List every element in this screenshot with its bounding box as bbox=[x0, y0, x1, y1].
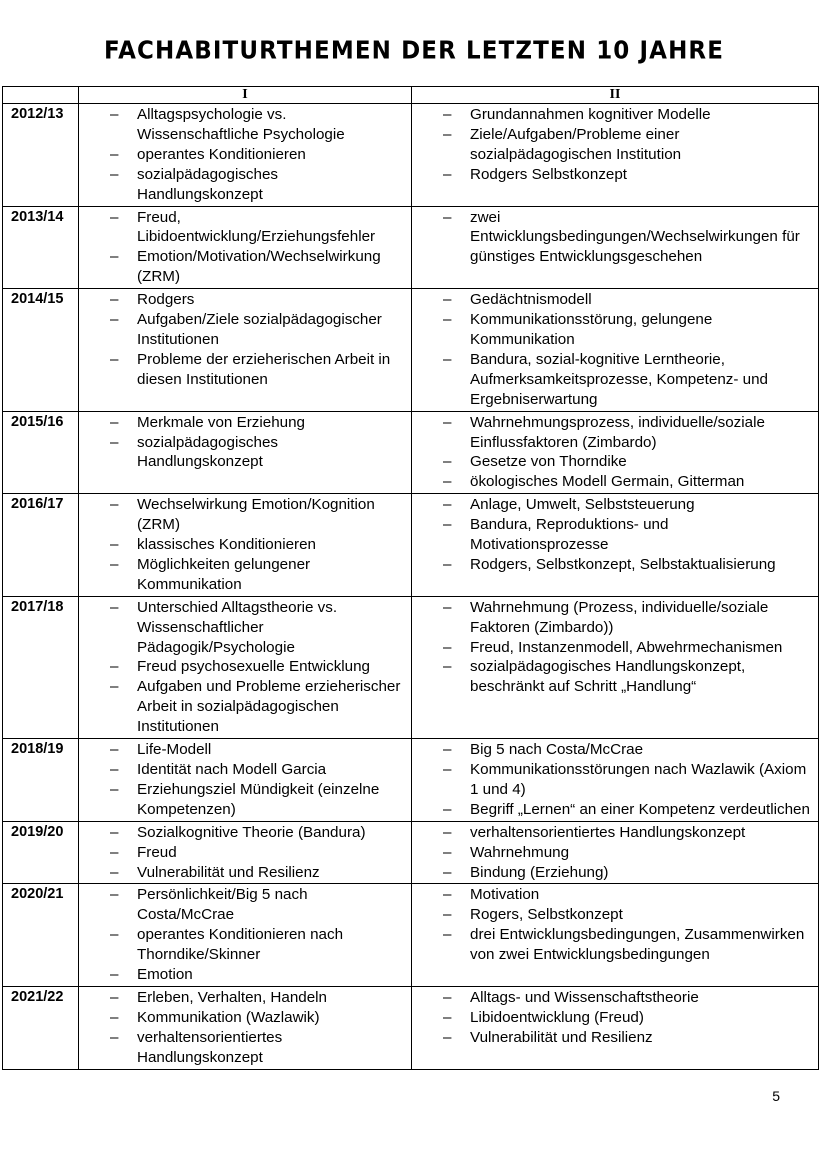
dash-bullet-icon: – bbox=[110, 598, 119, 616]
topic-text: Life-Modell bbox=[137, 741, 212, 759]
topic-text: Wahrnehmungsprozess, individuelle/soziale Einflussfaktoren (Zimbardo) bbox=[470, 413, 765, 451]
dash-bullet-icon: – bbox=[443, 843, 452, 861]
dash-bullet-icon: – bbox=[110, 926, 119, 944]
dash-bullet-icon: – bbox=[443, 598, 452, 616]
topics-cell-i bbox=[79, 821, 412, 884]
table-row bbox=[3, 739, 819, 822]
topics-cell-ii bbox=[412, 411, 819, 494]
topic-list bbox=[413, 495, 817, 575]
topics-cell-i bbox=[79, 596, 412, 738]
dash-bullet-icon: – bbox=[443, 453, 452, 471]
list-item bbox=[413, 638, 817, 658]
topic-text: Rodgers Selbstkonzept bbox=[470, 165, 628, 183]
column-header-year bbox=[3, 87, 79, 104]
dash-bullet-icon: – bbox=[110, 886, 119, 904]
topics-cell-ii bbox=[412, 986, 819, 1069]
list-item bbox=[413, 760, 817, 800]
topic-text: Freud, Instanzenmodell, Abwehrmechanismen bbox=[470, 638, 783, 656]
topic-text: Wahrnehmung (Prozess, individuelle/soziale Faktoren (Zimbardo)) bbox=[470, 598, 769, 636]
dash-bullet-icon: – bbox=[110, 843, 119, 861]
list-item bbox=[413, 310, 817, 350]
year-cell: 2020/21 bbox=[3, 884, 79, 987]
topic-text: sozialpädagogisches Handlungskonzept bbox=[137, 165, 279, 203]
dash-bullet-icon: – bbox=[110, 536, 119, 554]
topic-text: Ziele/Aufgaben/Probleme einer sozialpädagogischen Institution bbox=[470, 125, 682, 163]
list-item bbox=[413, 905, 817, 925]
table-row bbox=[3, 411, 819, 494]
year-cell: 2021/22 bbox=[3, 986, 79, 1069]
topic-list bbox=[413, 885, 817, 965]
dash-bullet-icon: – bbox=[110, 350, 119, 368]
dash-bullet-icon: – bbox=[110, 248, 119, 266]
list-item bbox=[413, 1028, 817, 1048]
year-cell: 2014/15 bbox=[3, 289, 79, 411]
table-row bbox=[3, 884, 819, 987]
topic-list bbox=[80, 495, 410, 595]
topic-list bbox=[80, 988, 410, 1068]
topic-text: Gedächtnismodell bbox=[470, 291, 592, 309]
dash-bullet-icon: – bbox=[443, 906, 452, 924]
topic-list bbox=[80, 105, 410, 205]
list-item bbox=[80, 823, 410, 843]
dash-bullet-icon: – bbox=[443, 350, 452, 368]
list-item bbox=[80, 843, 410, 863]
list-item bbox=[80, 105, 410, 145]
dash-bullet-icon: – bbox=[443, 496, 452, 514]
list-item bbox=[80, 433, 410, 473]
topic-text: Rodgers bbox=[137, 291, 195, 309]
dash-bullet-icon: – bbox=[110, 208, 119, 226]
topic-text: operantes Konditionieren bbox=[137, 145, 306, 163]
topic-text: Vulnerabilität und Resilienz bbox=[470, 1028, 653, 1046]
dash-bullet-icon: – bbox=[110, 106, 119, 123]
list-item bbox=[80, 535, 410, 555]
dash-bullet-icon: – bbox=[443, 741, 452, 759]
topics-cell-i bbox=[79, 739, 412, 822]
topic-text: Bandura, Reproduktions- und Motivationsprozesse bbox=[470, 516, 669, 554]
list-item bbox=[80, 145, 410, 165]
dash-bullet-icon: – bbox=[110, 555, 119, 573]
topic-list bbox=[80, 290, 410, 390]
topic-text: Alltags- und Wissenschaftstheorie bbox=[470, 988, 699, 1006]
dash-bullet-icon: – bbox=[443, 125, 452, 143]
table-row bbox=[3, 986, 819, 1069]
year-cell: 2018/19 bbox=[3, 739, 79, 822]
list-item bbox=[413, 290, 817, 310]
dash-bullet-icon: – bbox=[443, 863, 452, 881]
list-item bbox=[80, 885, 410, 925]
dash-bullet-icon: – bbox=[110, 311, 119, 329]
topic-list bbox=[413, 413, 817, 493]
topic-list bbox=[80, 598, 410, 737]
list-item bbox=[80, 1008, 410, 1028]
page-number: 5 bbox=[772, 1088, 780, 1104]
dash-bullet-icon: – bbox=[110, 780, 119, 798]
dash-bullet-icon: – bbox=[110, 988, 119, 1006]
topic-text: Freud psychosexuelle Entwicklung bbox=[137, 658, 370, 676]
topic-text: Bandura, sozial-kognitive Lerntheorie, Aufmerksamkeitsprozesse, Kompetenz- und Ergebniserwartung bbox=[470, 350, 768, 408]
dash-bullet-icon: – bbox=[110, 966, 119, 984]
topic-list bbox=[413, 290, 817, 409]
dash-bullet-icon: – bbox=[110, 823, 119, 841]
list-item bbox=[413, 165, 817, 185]
list-item bbox=[80, 310, 410, 350]
list-item bbox=[80, 760, 410, 780]
list-item bbox=[80, 965, 410, 985]
topic-text: Motivation bbox=[470, 886, 540, 904]
table-row bbox=[3, 494, 819, 597]
year-cell: 2012/13 bbox=[3, 104, 79, 207]
topic-text: Bindung (Erziehung) bbox=[470, 863, 609, 881]
dash-bullet-icon: – bbox=[443, 886, 452, 904]
dash-bullet-icon: – bbox=[110, 145, 119, 163]
list-item bbox=[413, 208, 817, 268]
topic-text: Probleme der erzieherischen Arbeit in diesen Institutionen bbox=[137, 350, 391, 388]
topics-cell-i bbox=[79, 884, 412, 987]
list-item bbox=[413, 472, 817, 492]
dash-bullet-icon: – bbox=[443, 516, 452, 534]
year-cell: 2016/17 bbox=[3, 494, 79, 597]
topic-text: Libidoentwicklung (Freud) bbox=[470, 1008, 644, 1026]
topics-cell-ii bbox=[412, 884, 819, 987]
topic-text: Persönlichkeit/Big 5 nach Costa/McCrae bbox=[137, 886, 308, 924]
topics-table bbox=[2, 86, 819, 1070]
dash-bullet-icon: – bbox=[110, 165, 119, 183]
topics-cell-i bbox=[79, 206, 412, 289]
topics-cell-ii bbox=[412, 289, 819, 411]
column-header-ii: II bbox=[412, 87, 819, 104]
dash-bullet-icon: – bbox=[443, 1008, 452, 1026]
topic-text: Erziehungsziel Mündigkeit (einzelne Kompetenzen) bbox=[137, 780, 380, 818]
topic-text: Aufgaben und Probleme erzieherischer Arbeit in sozialpädagogischen Institutionen bbox=[137, 678, 401, 736]
table-row bbox=[3, 289, 819, 411]
topic-list bbox=[413, 988, 817, 1048]
topic-list bbox=[80, 208, 410, 288]
list-item bbox=[413, 350, 817, 410]
list-item bbox=[413, 598, 817, 638]
list-item bbox=[80, 350, 410, 390]
topic-text: Kommunikationsstörungen nach Wazlawik (Axiom 1 und 4) bbox=[470, 761, 807, 798]
dash-bullet-icon: – bbox=[443, 638, 452, 656]
list-item bbox=[80, 740, 410, 760]
list-item bbox=[80, 208, 410, 248]
topic-list bbox=[413, 208, 817, 268]
dash-bullet-icon: – bbox=[110, 863, 119, 881]
list-item bbox=[80, 495, 410, 535]
dash-bullet-icon: – bbox=[443, 106, 452, 123]
list-item bbox=[413, 843, 817, 863]
list-item bbox=[80, 1028, 410, 1068]
topic-text: verhaltensorientiertes Handlungskonzept bbox=[470, 823, 746, 841]
topic-text: klassisches Konditionieren bbox=[137, 536, 316, 554]
topic-text: sozialpädagogisches Handlungskonzept, beschränkt auf Schritt „Handlung“ bbox=[470, 658, 746, 696]
topic-text: Alltagspsychologie vs. Wissenschaftliche Psychologie bbox=[137, 106, 345, 143]
topics-cell-i bbox=[79, 411, 412, 494]
topic-list bbox=[80, 823, 410, 883]
topic-text: Grundannahmen kognitiver Modelle bbox=[470, 106, 711, 123]
topic-text: Freud, Libidoentwicklung/Erziehungsfehler bbox=[137, 208, 376, 246]
topic-text: Gesetze von Thorndike bbox=[470, 453, 627, 471]
list-item bbox=[80, 555, 410, 595]
topic-text: Sozialkognitive Theorie (Bandura) bbox=[137, 823, 366, 841]
topic-list bbox=[413, 105, 817, 185]
list-item bbox=[413, 105, 817, 125]
list-item bbox=[80, 925, 410, 965]
list-item bbox=[413, 1008, 817, 1028]
list-item bbox=[80, 247, 410, 287]
topic-list bbox=[413, 823, 817, 883]
table-row bbox=[3, 821, 819, 884]
list-item bbox=[413, 740, 817, 760]
dash-bullet-icon: – bbox=[110, 658, 119, 676]
list-item bbox=[413, 885, 817, 905]
list-item bbox=[413, 515, 817, 555]
topics-cell-ii bbox=[412, 596, 819, 738]
dash-bullet-icon: – bbox=[443, 555, 452, 573]
dash-bullet-icon: – bbox=[443, 311, 452, 329]
list-item bbox=[80, 780, 410, 820]
dash-bullet-icon: – bbox=[110, 413, 119, 431]
table-row bbox=[3, 596, 819, 738]
dash-bullet-icon: – bbox=[443, 800, 452, 818]
topic-text: Aufgaben/Ziele sozialpädagogischer Institutionen bbox=[137, 311, 382, 348]
list-item bbox=[413, 863, 817, 883]
topic-list bbox=[80, 740, 410, 820]
dash-bullet-icon: – bbox=[443, 291, 452, 309]
topic-text: Rodgers, Selbstkonzept, Selbstaktualisierung bbox=[470, 555, 776, 573]
topic-text: Unterschied Alltagstheorie vs. Wissenschaftlicher Pädagogik/Psychologie bbox=[137, 598, 338, 656]
list-item bbox=[80, 863, 410, 883]
topic-text: Rogers, Selbstkonzept bbox=[470, 906, 623, 924]
list-item bbox=[80, 413, 410, 433]
list-item bbox=[413, 925, 817, 965]
dash-bullet-icon: – bbox=[443, 926, 452, 944]
topic-text: verhaltensorientiertes Handlungskonzept bbox=[137, 1028, 283, 1066]
list-item bbox=[413, 413, 817, 453]
list-item bbox=[413, 823, 817, 843]
table-header-row bbox=[3, 87, 819, 104]
topic-text: Wahrnehmung bbox=[470, 843, 570, 861]
list-item bbox=[80, 677, 410, 737]
topic-text: Möglichkeiten gelungener Kommunikation bbox=[137, 555, 311, 593]
year-cell: 2013/14 bbox=[3, 206, 79, 289]
topic-text: Merkmale von Erziehung bbox=[137, 413, 305, 431]
dash-bullet-icon: – bbox=[443, 1028, 452, 1046]
dash-bullet-icon: – bbox=[443, 208, 452, 226]
topics-cell-ii bbox=[412, 104, 819, 207]
topic-text: Emotion bbox=[137, 966, 193, 984]
dash-bullet-icon: – bbox=[110, 291, 119, 309]
topic-text: Vulnerabilität und Resilienz bbox=[137, 863, 320, 881]
topic-text: operantes Konditionieren nach Thorndike/Skinner bbox=[137, 926, 344, 964]
table-row bbox=[3, 206, 819, 289]
dash-bullet-icon: – bbox=[110, 433, 119, 451]
topics-cell-i bbox=[79, 986, 412, 1069]
list-item bbox=[413, 800, 817, 820]
list-item bbox=[413, 495, 817, 515]
page-title: FACHABITURTHEMEN DER LETZTEN 10 JAHRE bbox=[103, 36, 725, 66]
topics-cell-i bbox=[79, 104, 412, 207]
list-item bbox=[80, 657, 410, 677]
dash-bullet-icon: – bbox=[443, 823, 452, 841]
topic-text: drei Entwicklungsbedingungen, Zusammenwirken von zwei Entwicklungsbedingungen bbox=[470, 926, 805, 964]
topic-text: Erleben, Verhalten, Handeln bbox=[137, 988, 327, 1006]
topic-text: Begriff „Lernen“ an einer Kompetenz verdeutlichen bbox=[470, 800, 810, 818]
dash-bullet-icon: – bbox=[110, 741, 119, 759]
dash-bullet-icon: – bbox=[443, 658, 452, 676]
list-item bbox=[413, 657, 817, 697]
topic-text: Identität nach Modell Garcia bbox=[137, 761, 327, 778]
list-item bbox=[413, 452, 817, 472]
topic-text: Wechselwirkung Emotion/Kognition (ZRM) bbox=[137, 496, 375, 534]
topic-list bbox=[413, 598, 817, 698]
list-item bbox=[413, 988, 817, 1008]
topic-text: Kommunikation (Wazlawik) bbox=[137, 1008, 320, 1026]
table-row bbox=[3, 104, 819, 207]
list-item bbox=[413, 555, 817, 575]
topic-list bbox=[413, 740, 817, 820]
topics-cell-i bbox=[79, 494, 412, 597]
topics-cell-ii bbox=[412, 494, 819, 597]
year-cell: 2017/18 bbox=[3, 596, 79, 738]
year-cell: 2019/20 bbox=[3, 821, 79, 884]
topic-text: Anlage, Umwelt, Selbststeuerung bbox=[470, 496, 695, 514]
list-item bbox=[80, 290, 410, 310]
dash-bullet-icon: – bbox=[443, 413, 452, 431]
list-item bbox=[80, 988, 410, 1008]
dash-bullet-icon: – bbox=[443, 761, 452, 778]
list-item bbox=[413, 125, 817, 165]
dash-bullet-icon: – bbox=[443, 165, 452, 183]
table-body bbox=[3, 104, 819, 1070]
topic-text: Freud bbox=[137, 843, 177, 861]
topic-text: Kommunikationsstörung, gelungene Kommunikation bbox=[470, 311, 713, 348]
column-header-i: I bbox=[79, 87, 412, 104]
topic-list bbox=[80, 413, 410, 473]
topics-cell-i bbox=[79, 289, 412, 411]
dash-bullet-icon: – bbox=[443, 473, 452, 491]
dash-bullet-icon: – bbox=[110, 496, 119, 514]
topic-text: Emotion/Motivation/Wechselwirkung (ZRM) bbox=[137, 248, 381, 286]
topics-cell-ii bbox=[412, 739, 819, 822]
topics-cell-ii bbox=[412, 821, 819, 884]
list-item bbox=[80, 165, 410, 205]
topic-text: zwei Entwicklungsbedingungen/Wechselwirkungen für günstiges Entwicklungsgeschehen bbox=[470, 208, 800, 266]
topic-list bbox=[80, 885, 410, 985]
topic-text: ökologisches Modell Germain, Gitterman bbox=[470, 473, 745, 491]
list-item bbox=[80, 598, 410, 658]
topics-cell-ii bbox=[412, 206, 819, 289]
dash-bullet-icon: – bbox=[443, 988, 452, 1006]
dash-bullet-icon: – bbox=[110, 761, 119, 778]
dash-bullet-icon: – bbox=[110, 1028, 119, 1046]
topic-text: Big 5 nach Costa/McCrae bbox=[470, 741, 644, 759]
year-cell: 2015/16 bbox=[3, 411, 79, 494]
dash-bullet-icon: – bbox=[110, 1008, 119, 1026]
dash-bullet-icon: – bbox=[110, 678, 119, 696]
topic-text: sozialpädagogisches Handlungskonzept bbox=[137, 433, 279, 471]
